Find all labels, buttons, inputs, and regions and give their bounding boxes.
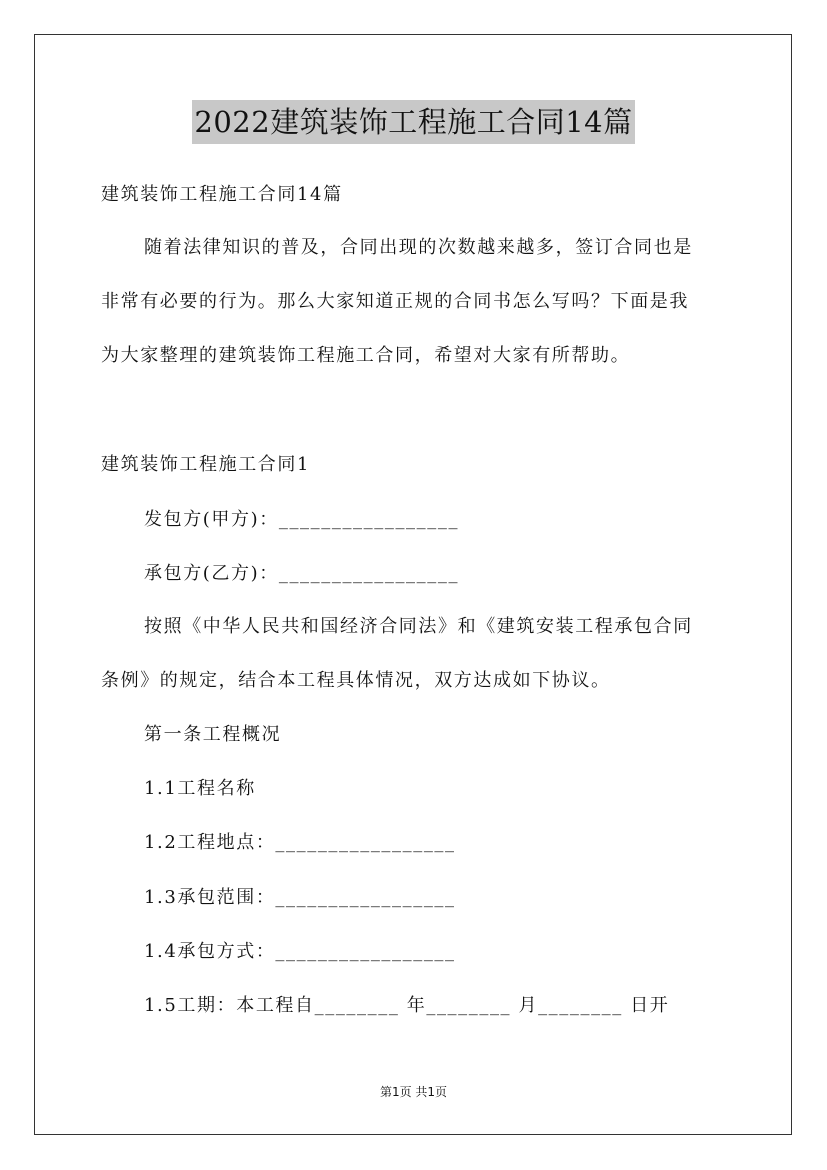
document-title: 2022建筑装饰工程施工合同14篇 [0,100,827,144]
item-1-3: 1.3承包范围：_________________ [144,887,456,908]
basis-line-1: 按照《中华人民共和国经济合同法》和《建筑安装工程承包合同 [144,616,693,637]
intro-line-1: 随着法律知识的普及，合同出现的次数越来越多，签订合同也是 [144,237,693,258]
item-1-4: 1.4承包方式：_________________ [144,941,456,962]
section-title: 建筑装饰工程施工合同1 [101,454,311,475]
party-b-line: 承包方(乙方)：_________________ [144,563,460,584]
basis-line-2: 条例》的规定，结合本工程具体情况，双方达成如下协议。 [101,670,611,691]
item-1-1: 1.1工程名称 [144,778,256,799]
party-a-line: 发包方(甲方)：_________________ [144,509,460,530]
article-1-heading: 第一条工程概况 [144,724,282,745]
intro-line-2: 非常有必要的行为。那么大家知道正规的合同书怎么写吗？下面是我 [101,291,689,312]
document-subtitle: 建筑装饰工程施工合同14篇 [101,184,343,205]
page-footer: 第1页 共1页 [379,1085,448,1099]
item-1-5: 1.5工期：本工程自________ 年________ 月________ 日开 [144,995,670,1016]
intro-line-3: 为大家整理的建筑装饰工程施工合同，希望对大家有所帮助。 [101,345,631,366]
item-1-2: 1.2工程地点：_________________ [144,832,456,853]
